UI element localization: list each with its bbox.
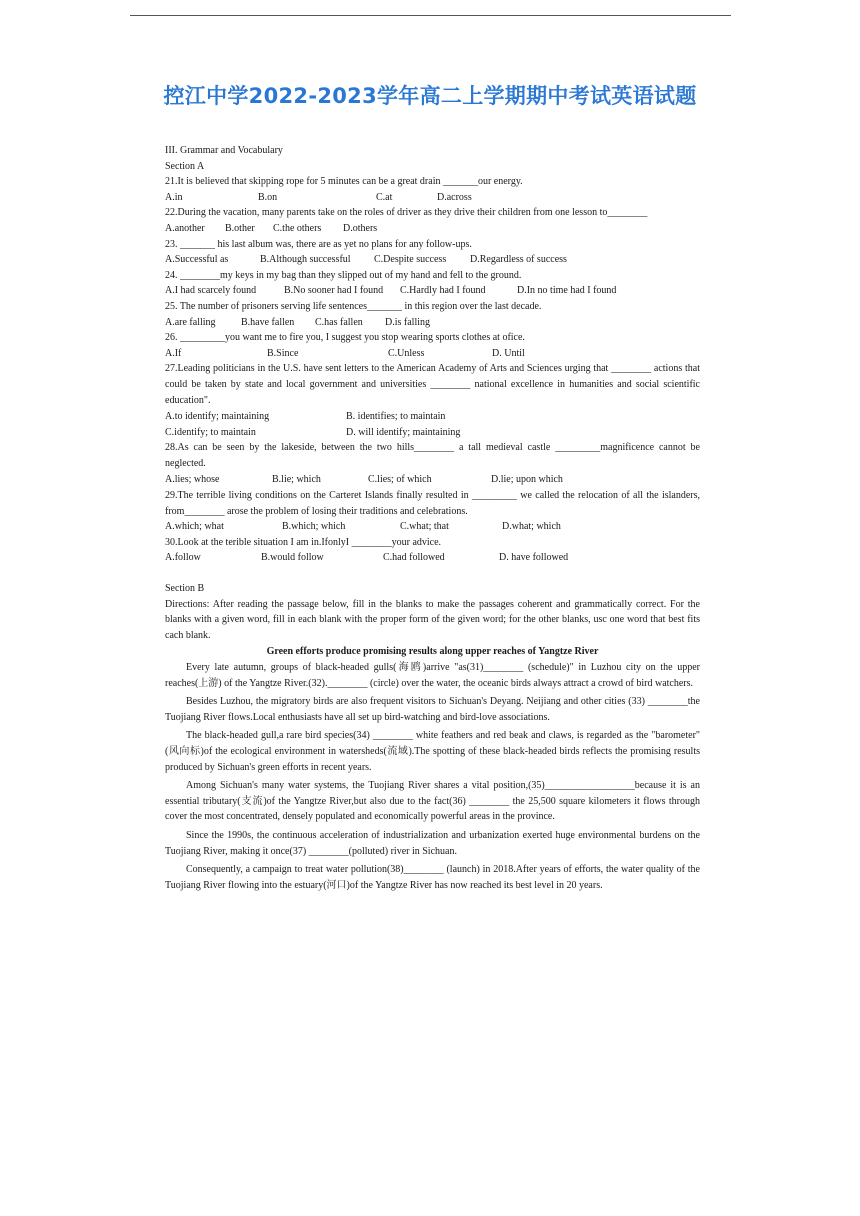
section-b-heading: Section B <box>165 583 205 595</box>
passage-paragraph: Since the 1990s, the continuous acceleration of industrialization and urbanization exerted huge environmental burdens on the Tuojiang River, making it once(37) ________(polluted) river in Sichuan. <box>165 829 700 857</box>
document-body <box>165 143 700 896</box>
option: C.Hardly had I found <box>400 285 486 297</box>
options-29 <box>165 519 700 535</box>
options-27-row2 <box>165 425 700 441</box>
option: D.others <box>343 222 378 234</box>
question-22: 22.During the vacation, many parents take on the roles of driver as they drive their children from one lesson to________ <box>165 207 648 219</box>
question-27: 27.Leading politicians in the U.S. have sent letters to the American Academy of Arts and Sciences urging that ________ actions that could be taken by state and local government and universities ________ national excellence in humanities and social scientific education". <box>165 363 700 406</box>
options-27-row1 <box>165 409 700 425</box>
question-25: 25. The number of prisoners serving life sentences_______ in this region over the last decade. <box>165 300 542 312</box>
option: A.lies; whose <box>165 474 220 486</box>
option: A.Successful as <box>165 254 229 266</box>
option: D. Until <box>492 347 525 359</box>
options-23 <box>165 252 700 268</box>
question-21: 21.It is believed that skipping rope for 5 minutes can be a great drain _______our energy. <box>165 176 523 188</box>
option: A.follow <box>165 552 201 564</box>
option: B.No sooner had I found <box>284 285 384 297</box>
question-30: 30.Look at the terible situation I am in.IfonlyI ________your advice. <box>165 536 442 548</box>
option: A.which; what <box>165 521 224 533</box>
section-a-heading: Section A <box>165 160 205 172</box>
passage-paragraph: Every late autumn, groups of black-headed gulls(海鸥)arrive "as(31)________ (schedule)" in Luzhou city on the upper reaches(上游) of the Yangtze River.(32).________ (circle) over the water, the oceanic birds always attract a crowd of bird watchers. <box>165 662 700 689</box>
options-30 <box>165 550 700 566</box>
option: C.identify; to maintain <box>165 426 256 438</box>
directions: Directions: After reading the passage below, fill in the blanks to make the passages coherent and grammatically correct. For the blanks with a given word, fill in each blank with the proper form of the given word; for the other blanks, usc one word that best fits cach blank. <box>165 598 700 641</box>
option: B.have fallen <box>241 316 295 328</box>
option: B. identifies; to maintain <box>346 411 446 423</box>
option: B.Since <box>267 347 299 359</box>
option: B.other <box>225 222 255 234</box>
question-23: 23. _______ his last album was, there are as yet no plans for any follow-ups. <box>165 238 472 250</box>
option: B.lie; which <box>272 474 321 486</box>
page-title: 控江中学2022-2023学年高二上学期期中考试英语试题 <box>163 84 697 108</box>
options-26 <box>165 346 700 362</box>
passage-paragraph: Besides Luzhou, the migratory birds are also frequent visitors to Sichuan's Deyang. Neijiang and other cities (33) ________the Tuojiang River flows.Local enthusiasts have all set up bird-watching and bird-love associations. <box>165 696 700 723</box>
option: D.across <box>437 191 472 203</box>
option: B.Although successful <box>260 254 351 266</box>
option: B.which; which <box>282 521 346 533</box>
option: C.Despite success <box>374 254 447 266</box>
option: D.what; which <box>502 521 561 533</box>
passage-title: Green efforts produce promising results along upper reaches of Yangtze River <box>266 646 599 658</box>
option: C.had followed <box>383 552 445 564</box>
option: C.lies; of which <box>368 474 432 486</box>
option: C.the others <box>273 222 322 234</box>
option: D.Regardless of success <box>470 254 567 266</box>
spacer <box>165 566 700 581</box>
options-28 <box>165 472 700 488</box>
option: D. have followed <box>499 552 569 564</box>
option: D.In no time had I found <box>517 285 617 297</box>
options-21 <box>165 190 700 206</box>
option: B.on <box>258 191 278 203</box>
option: D.lie; upon which <box>491 474 563 486</box>
options-22 <box>165 221 700 237</box>
question-28: 28.As can be seen by the lakeside, between the two hills________ a tall medieval castle _________magnificence cannot be neglected. <box>165 442 700 469</box>
option: A.another <box>165 222 205 234</box>
option: A.are falling <box>165 316 216 328</box>
option: C.at <box>376 191 393 203</box>
options-24 <box>165 283 700 299</box>
passage-paragraph: Among Sichuan's many water systems, the Tuojiang River shares a vital position,(35)__________________because it is an essential tributary(支流)of the Yangtze River,but also due to the fact(36) ________ the 25,500 square kilometers it flows through cover the most concentrated, densely populated and economically powerful areas in the province. <box>165 780 700 823</box>
question-26: 26. _________you want me to fire you, I suggest you stop wearing sports clothes at ofice. <box>165 332 525 344</box>
option: A.I had scarcely found <box>165 285 257 297</box>
top-rule <box>130 15 731 16</box>
option: D.is falling <box>385 316 430 328</box>
passage-paragraph: The black-headed gull,a rare bird species(34) ________ white feathers and red beak and claws, is regarded as the "barometer"(风向标)of the ecological environment in watersheds(流域).The spotting of these black-headed birds reflects the promising results produced by Sichuan's green efforts in recent years. <box>165 730 700 773</box>
option: A.in <box>165 191 183 203</box>
option: A.If <box>165 347 182 359</box>
part-heading: III. Grammar and Vocabulary <box>165 145 283 156</box>
options-25 <box>165 315 700 331</box>
option: A.to identify; maintaining <box>165 411 270 423</box>
option: C.what; that <box>400 521 449 533</box>
question-29: 29.The terrible living conditions on the Carteret Islands finally resulted in _________ we called the relocation of all the islanders, from________ arose the problem of losing their traditions and celebrations. <box>165 490 700 517</box>
question-24: 24. ________my keys in my bag than they slipped out of my hand and fell to the ground. <box>165 269 522 281</box>
option: B.would follow <box>261 552 324 564</box>
option: C.has fallen <box>315 316 363 328</box>
option: C.Unless <box>388 347 425 359</box>
option: D. will identify; maintaining <box>346 426 461 438</box>
passage-paragraph: Consequently, a campaign to treat water pollution(38)________ (launch) in 2018.After years of efforts, the water quality of the Tuojiang River flowing into the estuary(河口)of the Yangtze River has now reached its best level in 20 years. <box>165 864 700 891</box>
